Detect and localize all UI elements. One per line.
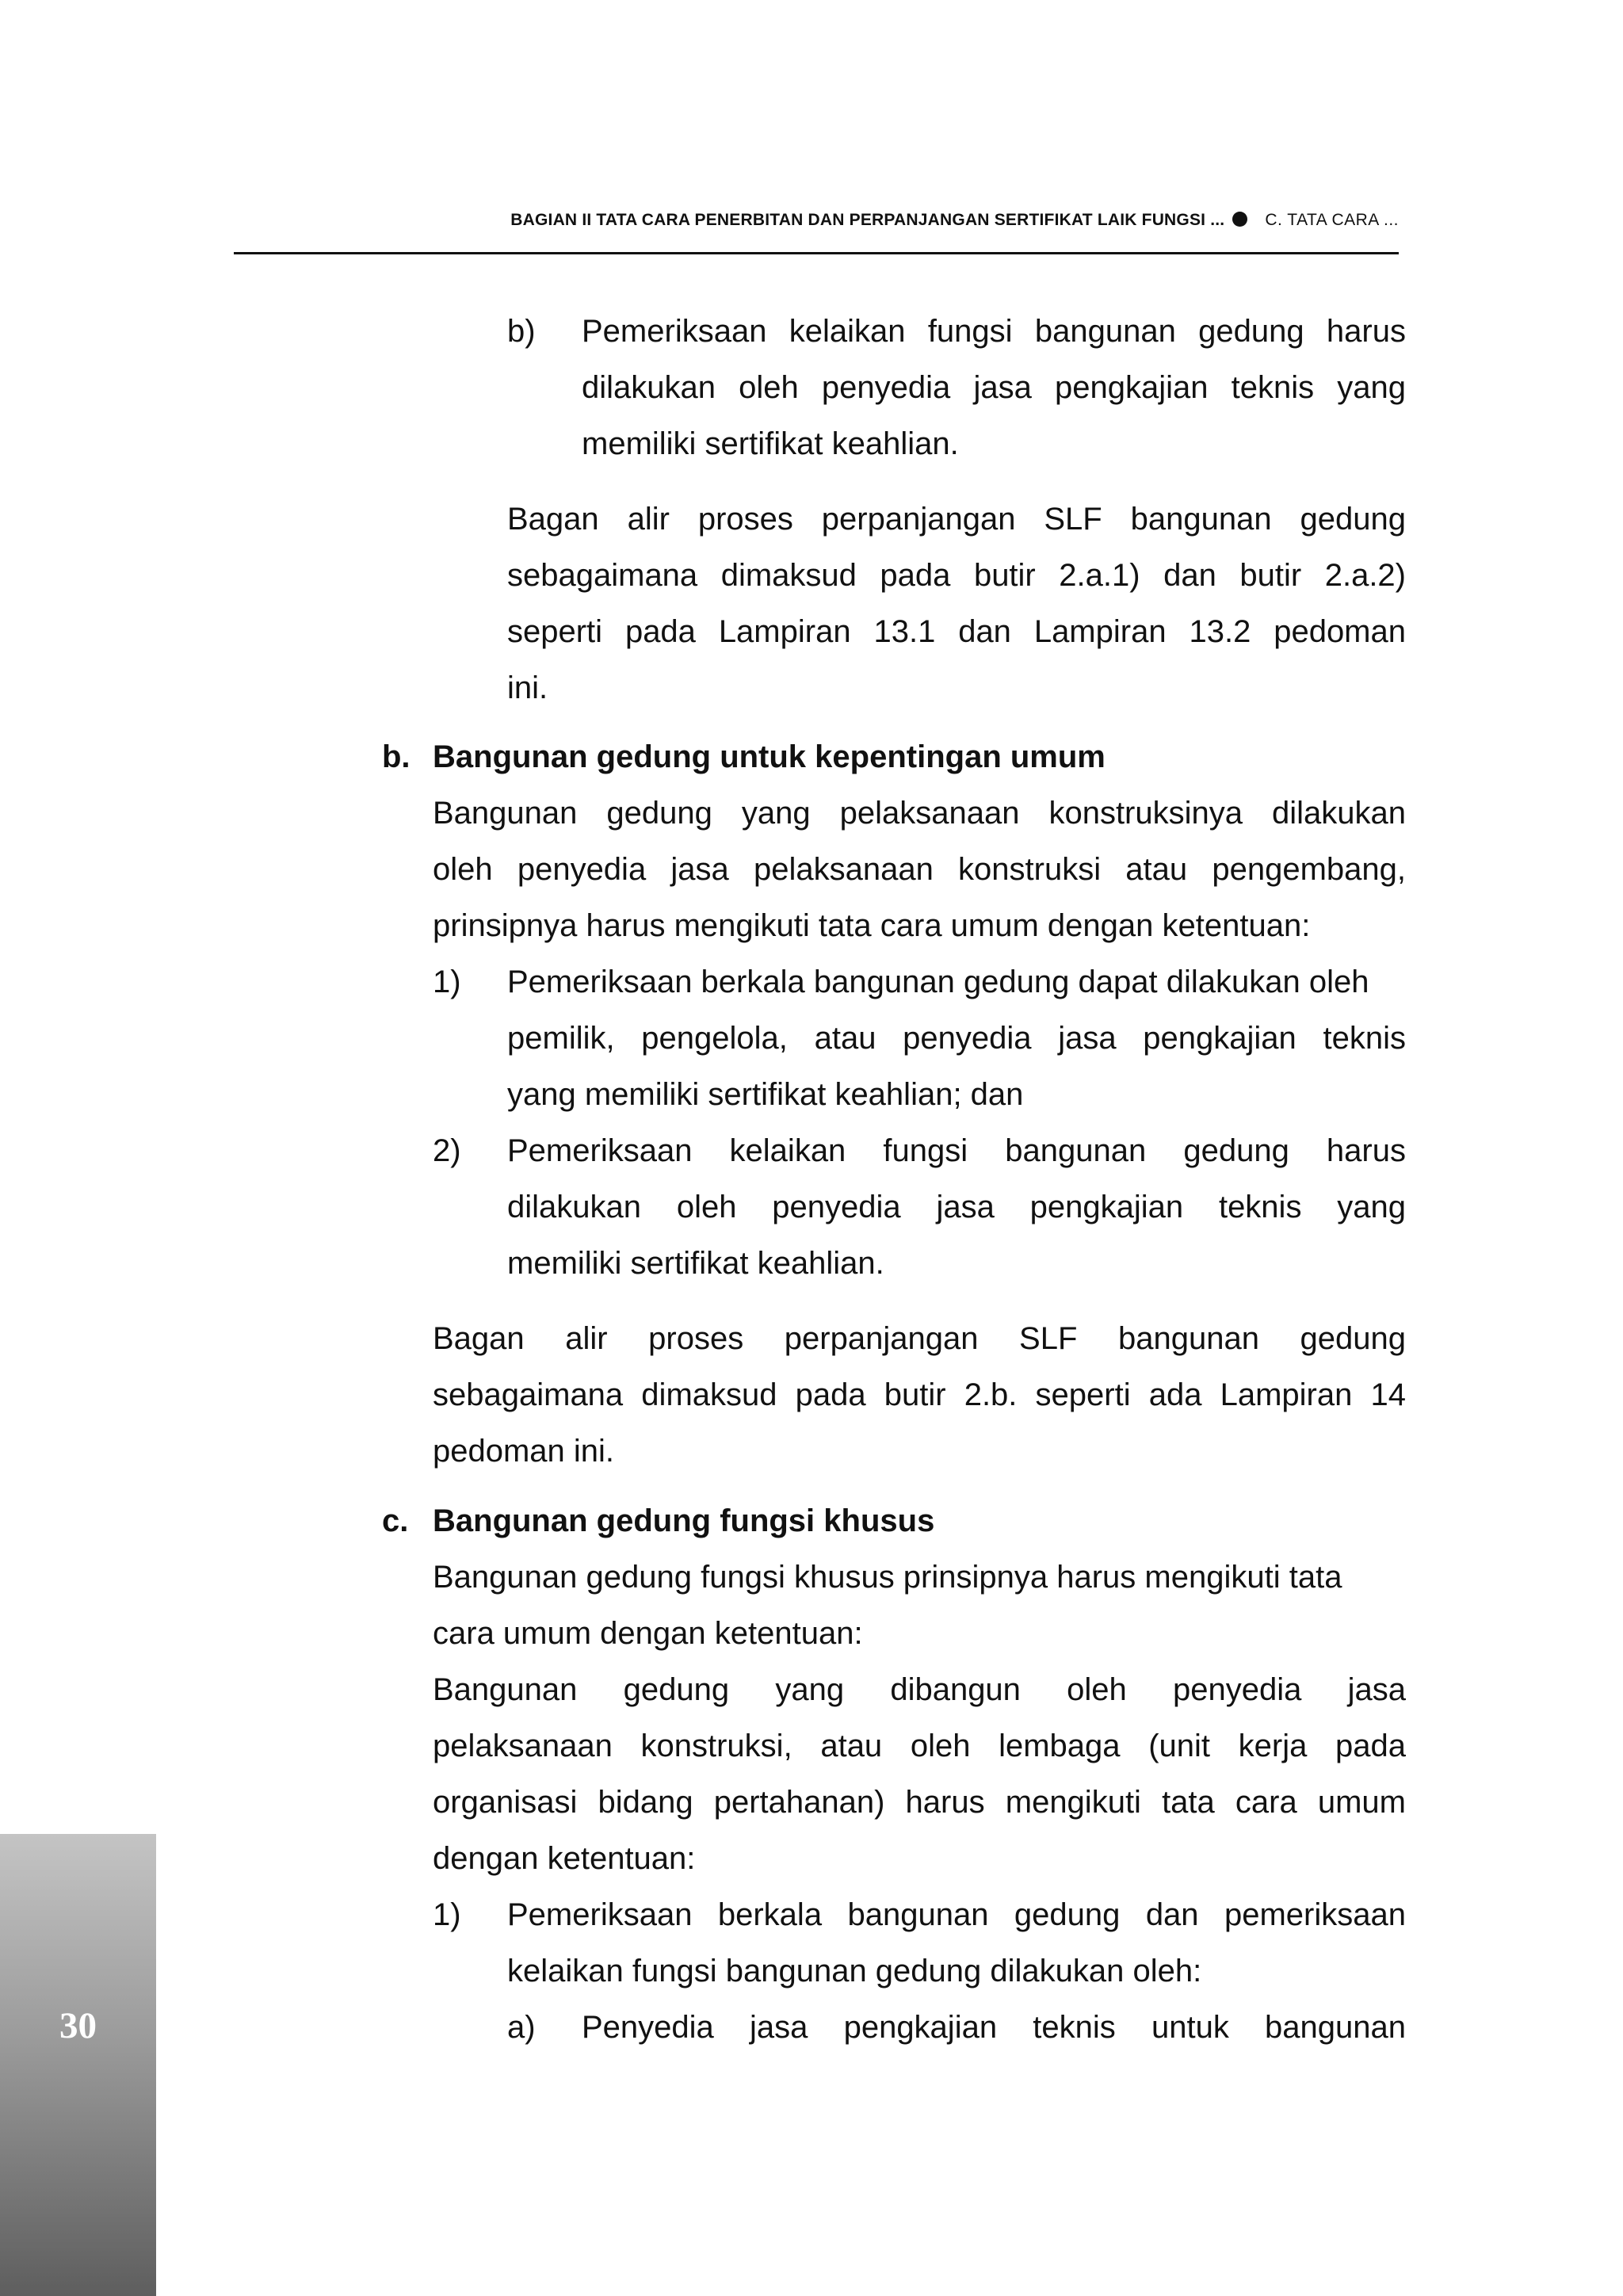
header-rule bbox=[234, 252, 1399, 254]
section-b-item-1-marker: 1) bbox=[433, 965, 461, 999]
note-a-line-4: ini. bbox=[507, 670, 548, 705]
section-b-item-1-line-1: Pemeriksaan berkala bangunan gedung dapat dilakukan oleh bbox=[507, 965, 1369, 999]
section-b-item-1-line-3: yang memiliki sertifikat keahlian; dan bbox=[507, 1077, 1024, 1112]
section-c-intro-line-2: cara umum dengan ketentuan: bbox=[433, 1616, 863, 1651]
section-b-intro-line-2: oleh penyedia jasa pelaksanaan konstruksi atau pengembang, bbox=[433, 852, 1406, 887]
bullet-dot-icon bbox=[1232, 212, 1247, 227]
running-header bbox=[234, 0, 1399, 255]
item-b-sub-line-1: Pemeriksaan kelaikan fungsi bangunan gedung harus bbox=[582, 314, 1406, 349]
section-b-item-2-line-3: memiliki sertifikat keahlian. bbox=[507, 1246, 884, 1281]
section-b-note-line-1: Bagan alir proses perpanjangan SLF bangunan gedung bbox=[433, 1321, 1406, 1356]
section-b-item-1-line-2: pemilik, pengelola, atau penyedia jasa pengkajian teknis bbox=[507, 1021, 1406, 1056]
header-text bbox=[510, 204, 1399, 236]
section-b-title: Bangunan gedung untuk kepentingan umum bbox=[433, 739, 1106, 774]
section-b-intro-line-3: prinsipnya harus mengikuti tata cara umum dengan ketentuan: bbox=[433, 908, 1311, 943]
item-b-sub-line-3: memiliki sertifikat keahlian. bbox=[582, 426, 959, 461]
section-b-note-line-2: sebagaimana dimaksud pada butir 2.b. seperti ada Lampiran 14 bbox=[433, 1377, 1406, 1412]
section-b-item-2-line-1: Pemeriksaan kelaikan fungsi bangunan gedung harus bbox=[507, 1133, 1406, 1168]
section-c-marker: c. bbox=[382, 1503, 409, 1538]
header-section-title: C. TATA CARA ... bbox=[1265, 211, 1399, 229]
note-a-line-1: Bagan alir proses perpanjangan SLF bangunan gedung bbox=[507, 502, 1406, 537]
note-a-line-2: sebagaimana dimaksud pada butir 2.a.1) dan butir 2.a.2) bbox=[507, 558, 1406, 593]
section-b-marker: b. bbox=[382, 739, 411, 774]
section-c-para-line-2: pelaksanaan konstruksi, atau oleh lembaga (unit kerja pada bbox=[433, 1729, 1406, 1763]
section-b-note-line-3: pedoman ini. bbox=[433, 1434, 615, 1469]
section-b-item-2-line-2: dilakukan oleh penyedia jasa pengkajian teknis yang bbox=[507, 1190, 1406, 1224]
section-b-intro-line-1: Bangunan gedung yang pelaksanaan konstruksinya dilakukan bbox=[433, 796, 1406, 831]
section-b-item-2-marker: 2) bbox=[433, 1133, 461, 1168]
list-marker-b-sub: b) bbox=[507, 314, 536, 349]
note-a-line-3: seperti pada Lampiran 13.1 dan Lampiran 13.2 pedoman bbox=[507, 614, 1406, 649]
item-b-sub-line-2: dilakukan oleh penyedia jasa pengkajian teknis yang bbox=[582, 370, 1406, 405]
section-c-item-1-marker: 1) bbox=[433, 1897, 461, 1932]
section-c-item-1-line-1: Pemeriksaan berkala bangunan gedung dan pemeriksaan bbox=[507, 1897, 1406, 1932]
section-c-para-line-4: dengan ketentuan: bbox=[433, 1841, 696, 1876]
section-c-item-1a-marker: a) bbox=[507, 2010, 536, 2045]
section-c-para-line-1: Bangunan gedung yang dibangun oleh penyedia jasa bbox=[433, 1672, 1406, 1707]
page-number: 30 bbox=[59, 2005, 97, 2046]
section-c-intro-line-1: Bangunan gedung fungsi khusus prinsipnya harus mengikuti tata bbox=[433, 1560, 1342, 1595]
section-c-para-line-3: organisasi bidang pertahanan) harus mengikuti tata cara umum bbox=[433, 1785, 1406, 1820]
page-number-tab bbox=[0, 1834, 156, 2296]
section-c-item-1a-line-1: Penyedia jasa pengkajian teknis untuk bangunan bbox=[582, 2010, 1406, 2045]
header-chapter-title: BAGIAN II TATA CARA PENERBITAN DAN PERPANJANGAN SERTIFIKAT LAIK FUNGSI ... bbox=[510, 211, 1225, 229]
section-c-title: Bangunan gedung fungsi khusus bbox=[433, 1503, 935, 1538]
section-c-item-1-line-2: kelaikan fungsi bangunan gedung dilakukan oleh: bbox=[507, 1954, 1202, 1988]
